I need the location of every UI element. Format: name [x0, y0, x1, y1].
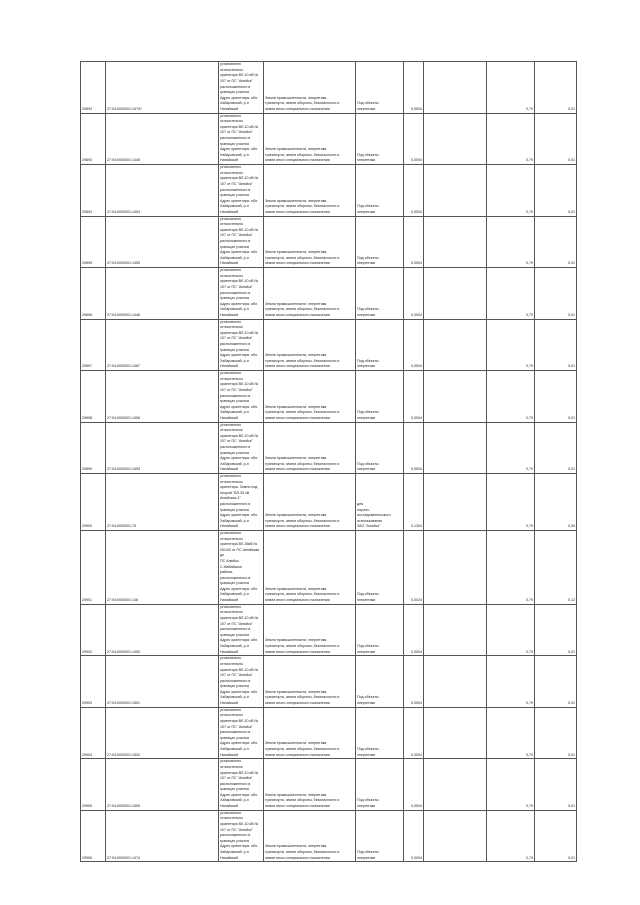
cadastral-number-cell	[106, 113, 219, 165]
land-category: Земли промышленности, энергетики, транспорта, земли обороны, безопасности и земли иного специального назначения	[265, 792, 340, 809]
location-description-cell	[219, 319, 264, 371]
cadastral-number: 27:04:0000001:1453	[107, 467, 140, 472]
rate-value: 0,79	[526, 415, 533, 420]
cadastral-number: 27:04:0000001:1450	[107, 649, 140, 654]
permitted-use-cell	[356, 604, 404, 656]
location-description-cell	[219, 656, 264, 708]
row-number: 29894	[82, 209, 92, 214]
area-value: 0,0004	[411, 855, 422, 860]
rate-value-cell	[487, 62, 535, 114]
row-number: 29898	[82, 415, 92, 420]
land-category: Земли промышленности, энергетики, транспорта, земли обороны, безопасности и земли иного специального назначения	[265, 689, 340, 706]
row-number: 29903	[82, 701, 92, 706]
location-description: установлено относительно ориентира ВЛ-10 кВ № 107 от ПС "Анюйск" расположенного в границах участка Адрес ориентира: обл. Хабаровский, р-н Нанайский	[220, 604, 259, 654]
sum-value-cell	[535, 810, 577, 862]
permitted-use-cell	[356, 165, 404, 217]
location-description: установлено относительно ориентира ВЛ-35кВ № 25/100 от ПС Анюйская до ПС Анюйск. С.Мабайское района, расположенного в границах участка Адрес ориентира: обл. Хабаровский, р-н Нанайский	[220, 530, 260, 603]
land-category-cell	[264, 707, 356, 759]
area-value: 0,0004	[411, 312, 422, 317]
table-row	[81, 216, 577, 268]
sum-value: 0,01	[568, 209, 575, 214]
location-description: установлено относительно ориентира ВЛ-10 кВ № 107 от ПС "Анюйск" расположенного в границах участка Адрес ориентира: обл. Хабаровский, р-н Нанайский	[220, 268, 259, 317]
sum-value-cell	[535, 62, 577, 114]
area-value-cell	[404, 62, 424, 114]
land-category-cell	[264, 268, 356, 320]
area-value-cell	[404, 319, 424, 371]
sum-value: 0,05	[568, 524, 575, 529]
empty-cell-cell	[424, 113, 487, 165]
cadastral-number-cell	[106, 371, 219, 423]
location-description-cell	[219, 371, 264, 423]
rate-value-cell	[487, 371, 535, 423]
rate-value: 0,79	[526, 701, 533, 706]
table-row	[81, 604, 577, 656]
permitted-use-cell	[356, 216, 404, 268]
land-category: Земли промышленности, энергетики, транспорта, земли обороны, безопасности и земли иного специального назначения	[265, 250, 340, 266]
cadastral-number-cell	[106, 216, 219, 268]
location-description: установлено относительно ориентира ВЛ-10 кВ № 107 от ПС "Анюйск" расположенного в границах участка Адрес ориентира: обл. Хабаровский, р-н Нанайский	[220, 759, 259, 809]
permitted-use-cell	[356, 422, 404, 474]
row-number: 29901	[82, 598, 92, 603]
cadastral-number: 27:04:0000001:1502	[107, 752, 140, 757]
cadastral-number: 27:04:0000001:1456	[107, 415, 140, 420]
location-description: установлено относительно ориентира ВЛ-10 кВ № 107 от ПС "Анюйск" расположенного в границах участка Адрес ориентира: обл. Хабаровский, р-н Нанайский	[220, 656, 259, 706]
area-value-cell	[404, 656, 424, 708]
land-category-cell	[264, 474, 356, 531]
row-number-cell	[81, 530, 106, 604]
row-number: 29893	[82, 106, 92, 111]
permitted-use-cell	[356, 759, 404, 811]
rate-value: 0,79	[526, 598, 533, 603]
permitted-use: Под объекты энергетики	[357, 798, 379, 809]
cadastral-number-cell	[106, 604, 219, 656]
cadastral-number: 27:04:0000001:75	[107, 524, 136, 529]
row-number: 29906	[82, 855, 92, 860]
empty-cell-cell	[424, 759, 487, 811]
location-description-cell	[219, 759, 264, 811]
area-value: 0,0004	[411, 209, 422, 214]
row-number: 29893	[82, 158, 92, 163]
land-category: Земли промышленности, энергетики, транспорта, земли обороны, безопасности и земли иного специального назначения	[265, 404, 340, 420]
row-number: 29904	[82, 752, 92, 757]
area-value: 0,0024	[411, 598, 422, 603]
land-category: Земли промышленности, энергетики, транспорта, земли обороны, безопасности и земли иного специального назначения	[265, 741, 340, 757]
table-row	[81, 319, 577, 371]
row-number-cell	[81, 165, 106, 217]
sum-value-cell	[535, 530, 577, 604]
land-category: Земли промышленности, энергетики, транспорта, земли обороны, безопасности и земли иного специального назначения	[265, 198, 340, 214]
rate-value: 0,79	[526, 209, 533, 214]
area-value-cell	[404, 604, 424, 656]
cadastral-number: 27:04:0000001:1455	[107, 261, 140, 266]
permitted-use-cell	[356, 474, 404, 531]
land-category: Земли промышленности, энергетики, транспорта, земли обороны, безопасности и земли иного специального назначения	[265, 844, 340, 860]
sum-value: 0,01	[568, 701, 575, 706]
rate-value-cell	[487, 319, 535, 371]
location-description: установлено относительно ориентира ВЛ-10 кВ № 107 от ПС "Анюйск" расположенного в границах участка Адрес ориентира: обл. Хабаровский, р-н Нанайский	[220, 62, 259, 111]
row-number: 29902	[82, 649, 92, 654]
area-value: 0,0004	[411, 752, 422, 757]
table-row	[81, 759, 577, 811]
permitted-use: для научно-исследовательского использования ЗАО "Анюйск"	[357, 501, 391, 529]
location-description-cell	[219, 268, 264, 320]
permitted-use-cell	[356, 371, 404, 423]
cadastral-number: 27:04:0000001:1505	[107, 804, 140, 809]
sum-value: 0,01	[568, 649, 575, 654]
permitted-use: Под объекты энергетики	[357, 849, 379, 860]
land-category-cell	[264, 371, 356, 423]
empty-cell-cell	[424, 810, 487, 862]
permitted-use-cell	[356, 268, 404, 320]
table-row	[81, 113, 577, 165]
table-row	[81, 474, 577, 531]
table-row	[81, 707, 577, 759]
area-value-cell	[404, 371, 424, 423]
row-number-cell	[81, 759, 106, 811]
area-value-cell	[404, 216, 424, 268]
area-value-cell	[404, 530, 424, 604]
rate-value: 0,79	[526, 106, 533, 111]
sum-value-cell	[535, 371, 577, 423]
area-value-cell	[404, 268, 424, 320]
land-category-cell	[264, 165, 356, 217]
location-description-cell	[219, 422, 264, 474]
cadastral-number-cell	[106, 165, 219, 217]
land-category-cell	[264, 656, 356, 708]
location-description: установлено относительно ориентира ВЛ-10 кВ № 107 от ПС "Анюйск" расположенного в границах участка Адрес ориентира: обл. Хабаровский, р-н Нанайский	[220, 810, 259, 860]
land-category-cell	[264, 113, 356, 165]
permitted-use: Под объекты энергетики	[357, 746, 379, 757]
area-value-cell	[404, 474, 424, 531]
sum-value: 0,01	[568, 752, 575, 757]
rate-value-cell	[487, 656, 535, 708]
location-description: установлено относительно ориентира ВЛ-10 кВ № 107 от ПС "Анюйск" расположенного в границах участка Адрес ориентира: обл. Хабаровский, р-н Нанайский	[220, 319, 259, 369]
empty-cell-cell	[424, 474, 487, 531]
cadastral-number: 27:04:0000001:148	[107, 598, 138, 603]
empty-cell-cell	[424, 707, 487, 759]
area-value-cell	[404, 759, 424, 811]
location-description-cell	[219, 216, 264, 268]
location-description-cell	[219, 810, 264, 862]
land-category: Земли промышленности, энергетики, транспорта, земли обороны, безопасности и земли иного специального назначения	[265, 586, 340, 603]
permitted-use-cell	[356, 319, 404, 371]
rate-value-cell	[487, 216, 535, 268]
sum-value-cell	[535, 113, 577, 165]
land-category-cell	[264, 422, 356, 474]
table-row	[81, 530, 577, 604]
sum-value-cell	[535, 165, 577, 217]
permitted-use-cell	[356, 530, 404, 604]
table-row	[81, 268, 577, 320]
cadastral-number-cell	[106, 759, 219, 811]
table-row	[81, 422, 577, 474]
row-number-cell	[81, 319, 106, 371]
location-description-cell	[219, 165, 264, 217]
cadastral-number: 27:04:0000001:1487	[107, 364, 140, 369]
land-plots-table	[80, 61, 577, 862]
land-category-cell	[264, 604, 356, 656]
sum-value: 0,01	[568, 804, 575, 809]
permitted-use: Под объекты энергетики	[357, 101, 379, 111]
row-number-cell	[81, 268, 106, 320]
empty-cell-cell	[424, 422, 487, 474]
permitted-use-cell	[356, 656, 404, 708]
cadastral-number: 27:04:0000001:1445	[107, 158, 140, 163]
location-description-cell	[219, 474, 264, 531]
rate-value: 0,79	[526, 804, 533, 809]
cadastral-number-cell	[106, 474, 219, 531]
sum-value-cell	[535, 422, 577, 474]
area-value: 0,0004	[411, 701, 422, 706]
row-number-cell	[81, 707, 106, 759]
rate-value: 0,79	[526, 467, 533, 472]
rate-value-cell	[487, 422, 535, 474]
row-number: 29900	[82, 524, 92, 529]
permitted-use: Под объекты энергетики	[357, 410, 379, 420]
empty-cell-cell	[424, 319, 487, 371]
location-description-cell	[219, 604, 264, 656]
table-row	[81, 656, 577, 708]
rate-value-cell	[487, 165, 535, 217]
rate-value: 0,79	[526, 752, 533, 757]
permitted-use-cell	[356, 62, 404, 114]
area-value: 0,0004	[411, 158, 422, 163]
cadastral-number: 27:04:0000001:1501	[107, 701, 140, 706]
permitted-use: Под объекты энергетики	[357, 358, 379, 369]
row-number-cell	[81, 62, 106, 114]
land-category: Земли промышленности, энергетики, транспорта, земли обороны, безопасности и земли иного специального назначения	[265, 147, 340, 163]
land-category: Земли промышленности, энергетики, транспорта, земли обороны, безопасности и земли иного специального назначения	[265, 301, 340, 317]
land-category-cell	[264, 216, 356, 268]
sum-value: 0,01	[568, 312, 575, 317]
permitted-use: Под объекты энергетики	[357, 204, 379, 214]
cadastral-number: 27:04:0000001:14?5?	[107, 106, 142, 111]
permitted-use: Под объекты энергетики	[357, 152, 379, 163]
rate-value: 0,79	[526, 524, 533, 529]
sum-value-cell	[535, 268, 577, 320]
rate-value-cell	[487, 474, 535, 531]
permitted-use: Под объекты энергетики	[357, 461, 379, 472]
empty-cell-cell	[424, 165, 487, 217]
location-description: установлено относительно ориентира ВЛ-10 кВ № 107 от ПС "Анюйск" расположенного в границах участка Адрес ориентира: обл. Хабаровский, р-н Нанайский	[220, 113, 259, 163]
location-description-cell	[219, 62, 264, 114]
row-number: 29895	[82, 261, 92, 266]
rate-value: 0,79	[526, 364, 533, 369]
permitted-use-cell	[356, 707, 404, 759]
area-value-cell	[404, 810, 424, 862]
location-description-cell	[219, 707, 264, 759]
location-description: установлено относительно ориентира ВЛ-10 кВ № 107 от ПС "Анюйск" расположенного в границах участка Адрес ориентира: обл. Хабаровский, р-н Нанайский	[220, 371, 259, 420]
area-value-cell	[404, 707, 424, 759]
cadastral-number: 27:04:0000001:1474	[107, 855, 140, 860]
permitted-use: Под объекты энергетики	[357, 592, 379, 603]
location-description: установлено относительно ориентира ВЛ-10 кВ № 107 от ПС "Анюйск" расположенного в границах участка Адрес ориентира: обл. Хабаровский, р-н Нанайский	[220, 216, 259, 266]
empty-cell-cell	[424, 604, 487, 656]
location-description: установлено относительно ориентира. Земли под опорой "ВЛ-35 кВ Анюйская-1" расположенного в границах участка Адрес ориентира: обл. Хабаровский, р-н Нанайский	[220, 474, 258, 529]
sum-value: 0,01	[568, 158, 575, 163]
cadastral-number-cell	[106, 656, 219, 708]
location-description: установлено относительно ориентира ВЛ-10 кВ № 107 от ПС "Анюйск" расположенного в границах участка Адрес ориентира: обл. Хабаровский, р-н Нанайский	[220, 165, 259, 214]
land-category-cell	[264, 530, 356, 604]
land-category: Земли промышленности, энергетики, транспорта, земли обороны, безопасности и земли иного специального назначения	[265, 456, 340, 472]
row-number-cell	[81, 474, 106, 531]
sum-value-cell	[535, 474, 577, 531]
table-row	[81, 165, 577, 217]
area-value: 0,0004	[411, 467, 422, 472]
empty-cell-cell	[424, 530, 487, 604]
land-category: Земли промышленности, энергетики, транспорта, земли обороны, безопасности и земли иного специального назначения	[265, 95, 340, 111]
sum-value: 0,01	[568, 106, 575, 111]
permitted-use: Под объекты энергетики	[357, 695, 379, 706]
location-description-cell	[219, 113, 264, 165]
rate-value-cell	[487, 707, 535, 759]
land-category: Земли промышленности, энергетики, транспорта, земли обороны, безопасности и земли иного специального назначения	[265, 353, 340, 369]
area-value: 0,0004	[411, 415, 422, 420]
permitted-use: Под объекты энергетики	[357, 255, 379, 266]
area-value-cell	[404, 422, 424, 474]
row-number-cell	[81, 371, 106, 423]
empty-cell-cell	[424, 62, 487, 114]
land-category-cell	[264, 759, 356, 811]
cadastral-number-cell	[106, 268, 219, 320]
rate-value-cell	[487, 268, 535, 320]
land-category-cell	[264, 810, 356, 862]
sum-value-cell	[535, 319, 577, 371]
row-number-cell	[81, 810, 106, 862]
cadastral-number-cell	[106, 422, 219, 474]
row-number-cell	[81, 604, 106, 656]
cadastral-number-cell	[106, 810, 219, 862]
permitted-use-cell	[356, 810, 404, 862]
land-category: Земли промышленности, энергетики, транспорта, земли обороны, безопасности и земли иного специального назначения	[265, 638, 340, 654]
sum-value: 0,01	[568, 261, 575, 266]
row-number: 29899	[82, 467, 92, 472]
area-value: 0,0004	[411, 804, 422, 809]
sum-value: 0,01	[568, 364, 575, 369]
row-number-cell	[81, 113, 106, 165]
row-number-cell	[81, 422, 106, 474]
cadastral-number: 27:04:0000001:1446	[107, 312, 140, 317]
sum-value-cell	[535, 216, 577, 268]
empty-cell-cell	[424, 656, 487, 708]
row-number: 29905	[82, 804, 92, 809]
location-description-cell	[219, 530, 264, 604]
table-body	[81, 62, 577, 862]
table-row	[81, 371, 577, 423]
area-value: 0,0004	[411, 649, 422, 654]
permitted-use: Под объекты энергетики	[357, 643, 379, 654]
cadastral-number-cell	[106, 62, 219, 114]
sum-value-cell	[535, 656, 577, 708]
area-value: 0,0004	[411, 261, 422, 266]
rate-value: 0,79	[526, 312, 533, 317]
area-value: 0,1304	[411, 524, 422, 529]
area-value: 0,0004	[411, 106, 422, 111]
rate-value: 0,79	[526, 649, 533, 654]
cadastral-number: 27:04:0000001:1454	[107, 209, 140, 214]
sum-value: 0,01	[568, 467, 575, 472]
location-description: установлено относительно ориентира ВЛ-10 кВ № 107 от ПС "Анюйск" расположенного в границах участка Адрес ориентира: обл. Хабаровский, р-н Нанайский	[220, 422, 259, 472]
cadastral-number-cell	[106, 319, 219, 371]
sum-value: 0,01	[568, 415, 575, 420]
permitted-use: Под объекты энергетики	[357, 307, 379, 317]
sum-value-cell	[535, 604, 577, 656]
row-number-cell	[81, 216, 106, 268]
rate-value-cell	[487, 604, 535, 656]
empty-cell-cell	[424, 371, 487, 423]
rate-value: 0,79	[526, 855, 533, 860]
rate-value: 0,79	[526, 261, 533, 266]
row-number: 29896	[82, 312, 92, 317]
table-row	[81, 810, 577, 862]
rate-value-cell	[487, 810, 535, 862]
sum-value: 0,01	[568, 855, 575, 860]
rate-value-cell	[487, 530, 535, 604]
table-row	[81, 62, 577, 114]
rate-value-cell	[487, 759, 535, 811]
empty-cell-cell	[424, 216, 487, 268]
sum-value-cell	[535, 759, 577, 811]
cadastral-number-cell	[106, 530, 219, 604]
empty-cell-cell	[424, 268, 487, 320]
permitted-use-cell	[356, 113, 404, 165]
land-category-cell	[264, 319, 356, 371]
rate-value-cell	[487, 113, 535, 165]
rate-value: 0,79	[526, 158, 533, 163]
area-value-cell	[404, 165, 424, 217]
land-category-cell	[264, 62, 356, 114]
row-number: 29897	[82, 364, 92, 369]
row-number-cell	[81, 656, 106, 708]
land-category: Земли промышленности, энергетики, транспорта, земли обороны, безопасности и земли иного специального назначения	[265, 513, 340, 529]
location-description: установлено относительно ориентира ВЛ-10 кВ № 107 от ПС "Анюйск" расположенного в границах участка Адрес ориентира: обл. Хабаровский, р-н Нанайский	[220, 707, 259, 757]
sum-value: 0,12	[568, 598, 575, 603]
cadastral-number-cell	[106, 707, 219, 759]
sum-value-cell	[535, 707, 577, 759]
area-value: 0,0004	[411, 364, 422, 369]
area-value-cell	[404, 113, 424, 165]
